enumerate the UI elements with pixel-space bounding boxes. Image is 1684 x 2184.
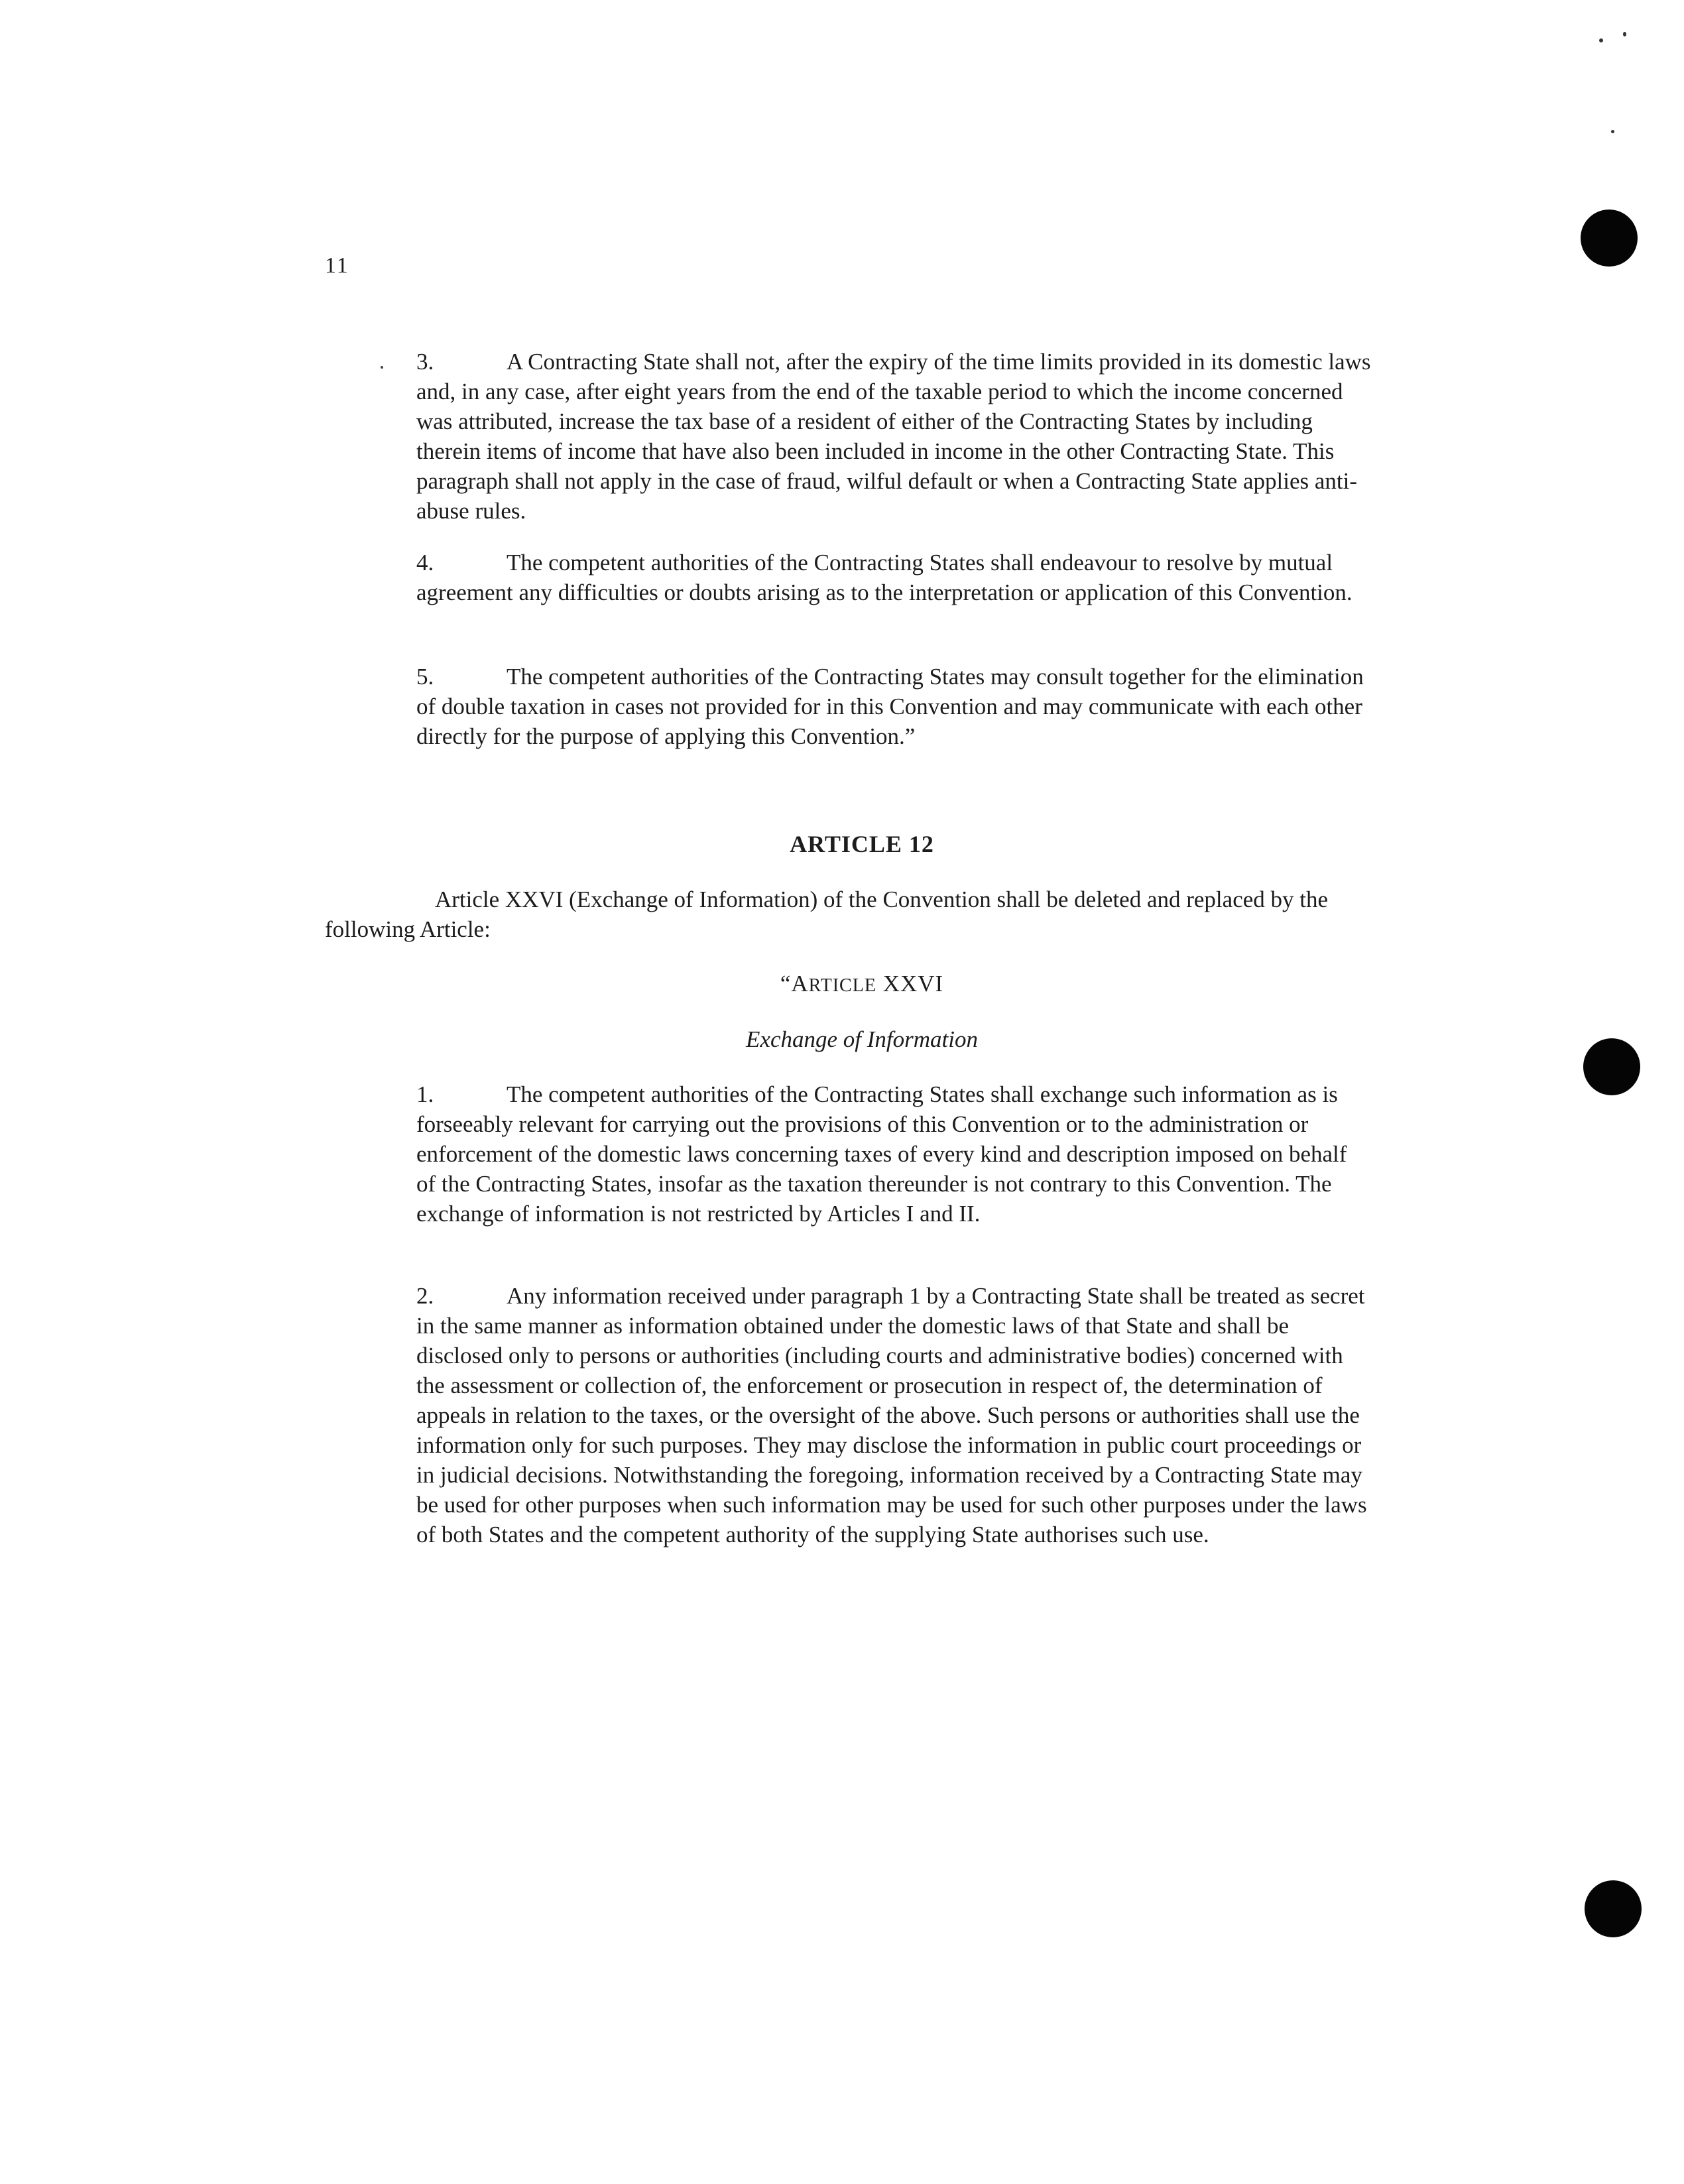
paragraph-text: The competent authorities of the Contracting States shall endeavour to resolve by mutual agreement any difficulties or doubts arising as to the interpretation or application of this Convention. [416,550,1353,605]
scan-speck [1611,130,1614,133]
paragraph-number: 4. [416,550,434,576]
scan-speck [381,366,383,369]
article-heading: ARTICLE 12 [790,831,934,857]
punch-hole-top [1581,210,1638,267]
paragraph-number: 1. [416,1081,434,1107]
paragraph-1 [416,1079,1371,1229]
paragraph-number: 5. [416,664,434,690]
quoted-article-subtitle: Exchange of Information [746,1026,978,1052]
quoted-title-prefix: “A [780,971,809,997]
paragraph-2 [416,1281,1371,1549]
paragraph-number: 3. [416,349,434,375]
paragraph-3 [416,347,1371,526]
quoted-article-title [20,971,1684,997]
paragraph-number: 2. [416,1283,434,1309]
scan-speck [1623,32,1626,36]
article-intro: Article XXVI (Exchange of Information) of the Convention shall be deleted and replaced by the following Article: [325,886,1329,942]
paragraph-text: Any information received under paragraph 1 by a Contracting State shall be treated as secret in the same manner as information obtained under the domestic laws of that State and shall be disclosed only to persons or authorities (including courts and administrative bodies) concerned with the assessment or collection of, the enforcement or prosecution in respect of, the determination of appeals in relation to the taxes, or the oversight of the above. Such persons or authorities shall use the information only for such purposes. They may disclose the information in public court proceedings or in judicial decisions. Notwithstanding the foregoing, information received by a Contracting State may be used for other purposes when such information may be used for such other purposes under the laws of both States and the competent authority of the supplying State authorises such use. [416,1283,1367,1547]
scan-speck [1599,38,1603,42]
paragraph-5 [416,662,1371,751]
paragraph-4 [416,548,1371,607]
page-number: 11 [325,253,349,278]
punch-hole-bottom [1585,1880,1642,1937]
paragraph-text: A Contracting State shall not, after the expiry of the time limits provided in its domestic laws and, in any case, after eight years from the end of the taxable period to which the income concerned was attributed, increase the tax base of a resident of either of the Contracting States by including therein items of income that have also been included in income in the other Contracting State. This paragraph shall not apply in the case of fraud, wilful default or when a Contracting State applies anti-abuse rules. [416,349,1371,524]
paragraph-text: The competent authorities of the Contracting States may consult together for the elimination of double taxation in cases not provided for in this Convention and may communicate with each other directly for the purpose of applying this Convention.” [416,664,1364,749]
paragraph-text: The competent authorities of the Contracting States shall exchange such information as is forseeably relevant for carrying out the provisions of this Convention or to the administration or enforcement of the domestic laws concerning taxes of every kind and description imposed on behalf of the Contracting States, insofar as the taxation thereunder is not contrary to this Convention. The exchange of information is not restricted by Articles I and II. [416,1081,1347,1227]
quoted-title-smallcaps: RTICLE [808,975,876,996]
quoted-title-numeral: XXVI [882,971,944,997]
